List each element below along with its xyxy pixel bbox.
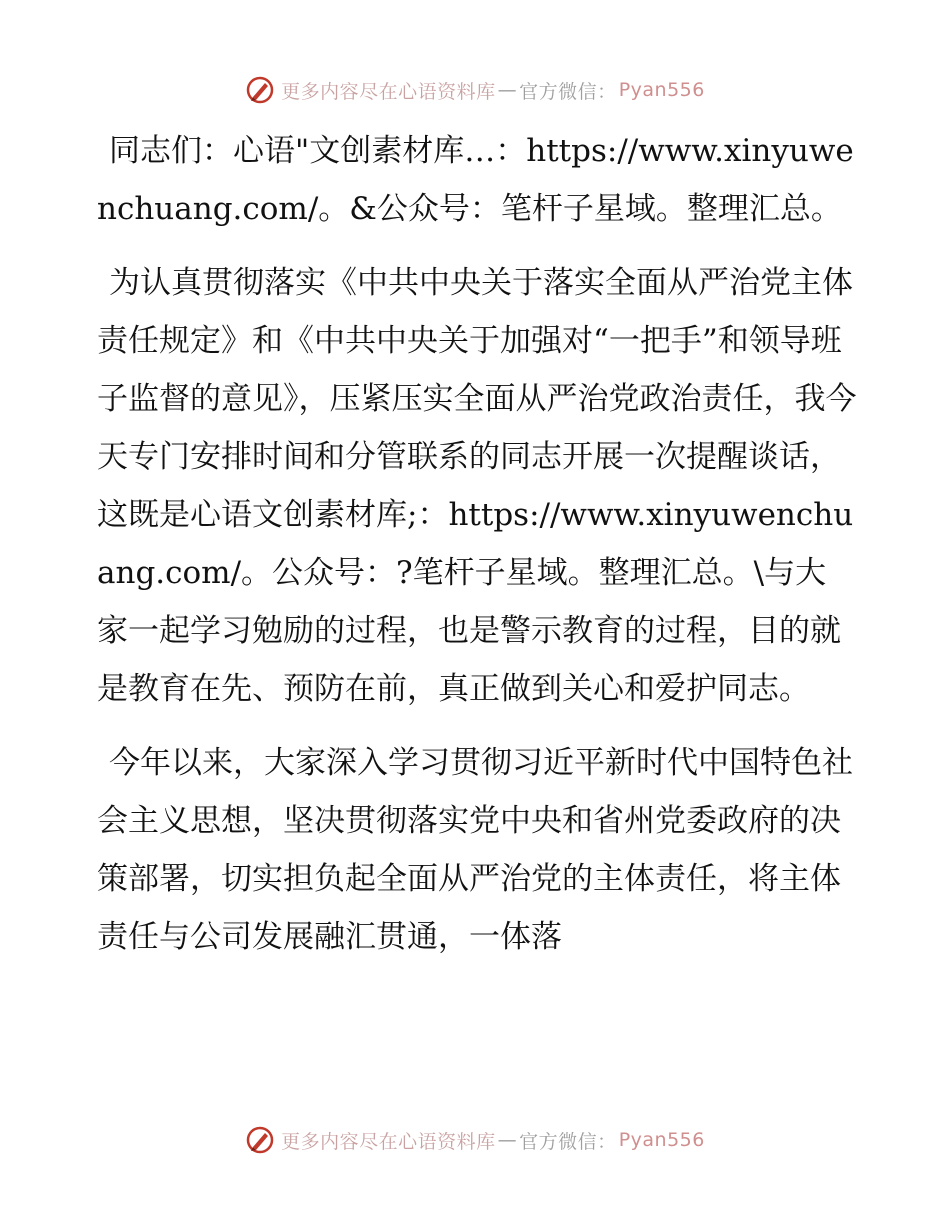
paragraph-3: 今年以来，大家深入学习贯彻习近平新时代中国特色社会主义思想，坚决贯彻落实党中央和省州党委政府的决策部署，切实担负起全面从严治党的主体责任，将主体责任与公司发展融汇贯通，一体落 [97, 745, 853, 955]
banner-separator: — [497, 79, 518, 101]
banner-main-text: 更多内容尽在心语资料库 [281, 1130, 496, 1153]
pen-logo-icon [245, 75, 275, 105]
paragraph-2: 为认真贯彻落实《中共中央关于落实全面从严治党主体责任规定》和《中共中央关于加强对“一把手”和领导班子监督的意见》，压紧压实全面从严治党政治责任，我今天专门安排时间和分管联系的同志开展一次提醒谈话，这既是心语文创素材库;：https://www.xinyuwenchuang.com/。公众号：?笔杆子星域。整理汇总。\与大家一起学习勉励的过程，也是警示教育的过程，目的就是教育在先、预防在前，真正做到关心和爱护同志。 [97, 265, 857, 707]
banner-wechat-label: 官方微信： [519, 80, 617, 103]
banner-wechat-label: 官方微信： [519, 1130, 617, 1153]
header-banner [0, 70, 950, 110]
banner-wechat-id: Pyan556 [618, 1129, 705, 1151]
banner-wechat-id: Pyan556 [618, 79, 705, 101]
pen-logo-icon [245, 1125, 275, 1155]
document-body [97, 122, 857, 982]
banner-main-text: 更多内容尽在心语资料库 [281, 80, 496, 103]
footer-banner [0, 1120, 950, 1160]
paragraph-1: 同志们：心语"文创素材库…：https://www.xinyuwenchuang.com/。&公众号：笔杆子星域。整理汇总。 [97, 133, 854, 227]
banner-separator: — [497, 1129, 518, 1151]
